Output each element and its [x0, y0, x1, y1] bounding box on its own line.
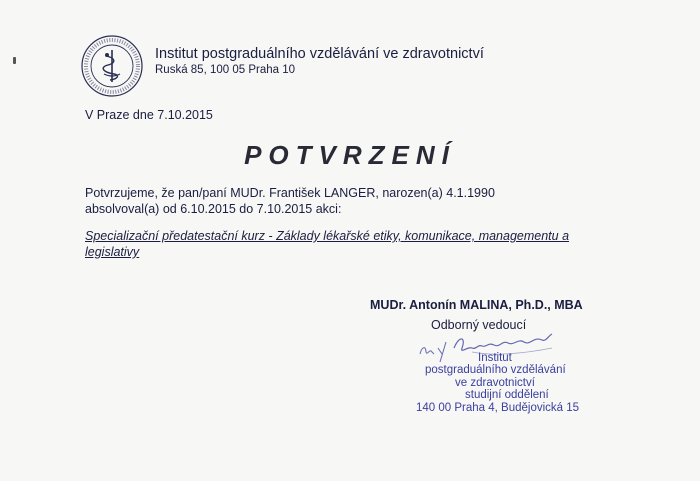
stamp-line: studijní oddělení: [465, 389, 549, 401]
signer-name: MUDr. Antonín MALINA, Ph.D., MBA: [370, 298, 583, 312]
institute-address: Ruská 85, 100 05 Praha 10: [155, 64, 296, 76]
stamp-line: ve zdravotnictví: [455, 377, 535, 389]
institution-stamp: [405, 352, 605, 422]
scan-speck: [13, 57, 16, 64]
course-title: Specializační předatestační kurz - Základy lékařské etiky, komunikace, managementu a legislativy: [85, 229, 570, 259]
signer-role: Odborný vedoucí: [431, 318, 527, 332]
institute-name: Institut postgraduálního vzdělávání ve zdravotnictví: [155, 46, 484, 62]
stamp-line: postgraduálního vzdělávání: [425, 364, 566, 376]
stamp-line: Institut: [478, 352, 512, 364]
stamp-line: 140 00 Praha 4, Budějovická 15: [416, 402, 580, 414]
body-line-1: Potvrzujeme, že pan/paní MUDr. František LANGER, narozen(a) 4.1.1990: [85, 186, 495, 200]
document-title: POTVRZENÍ: [244, 140, 456, 170]
body-line-2: absolvoval(a) od 6.10.2015 do 7.10.2015 akci:: [85, 202, 342, 216]
date-line: V Praze dne 7.10.2015: [85, 108, 213, 122]
caduceus-seal-icon: [80, 34, 144, 98]
